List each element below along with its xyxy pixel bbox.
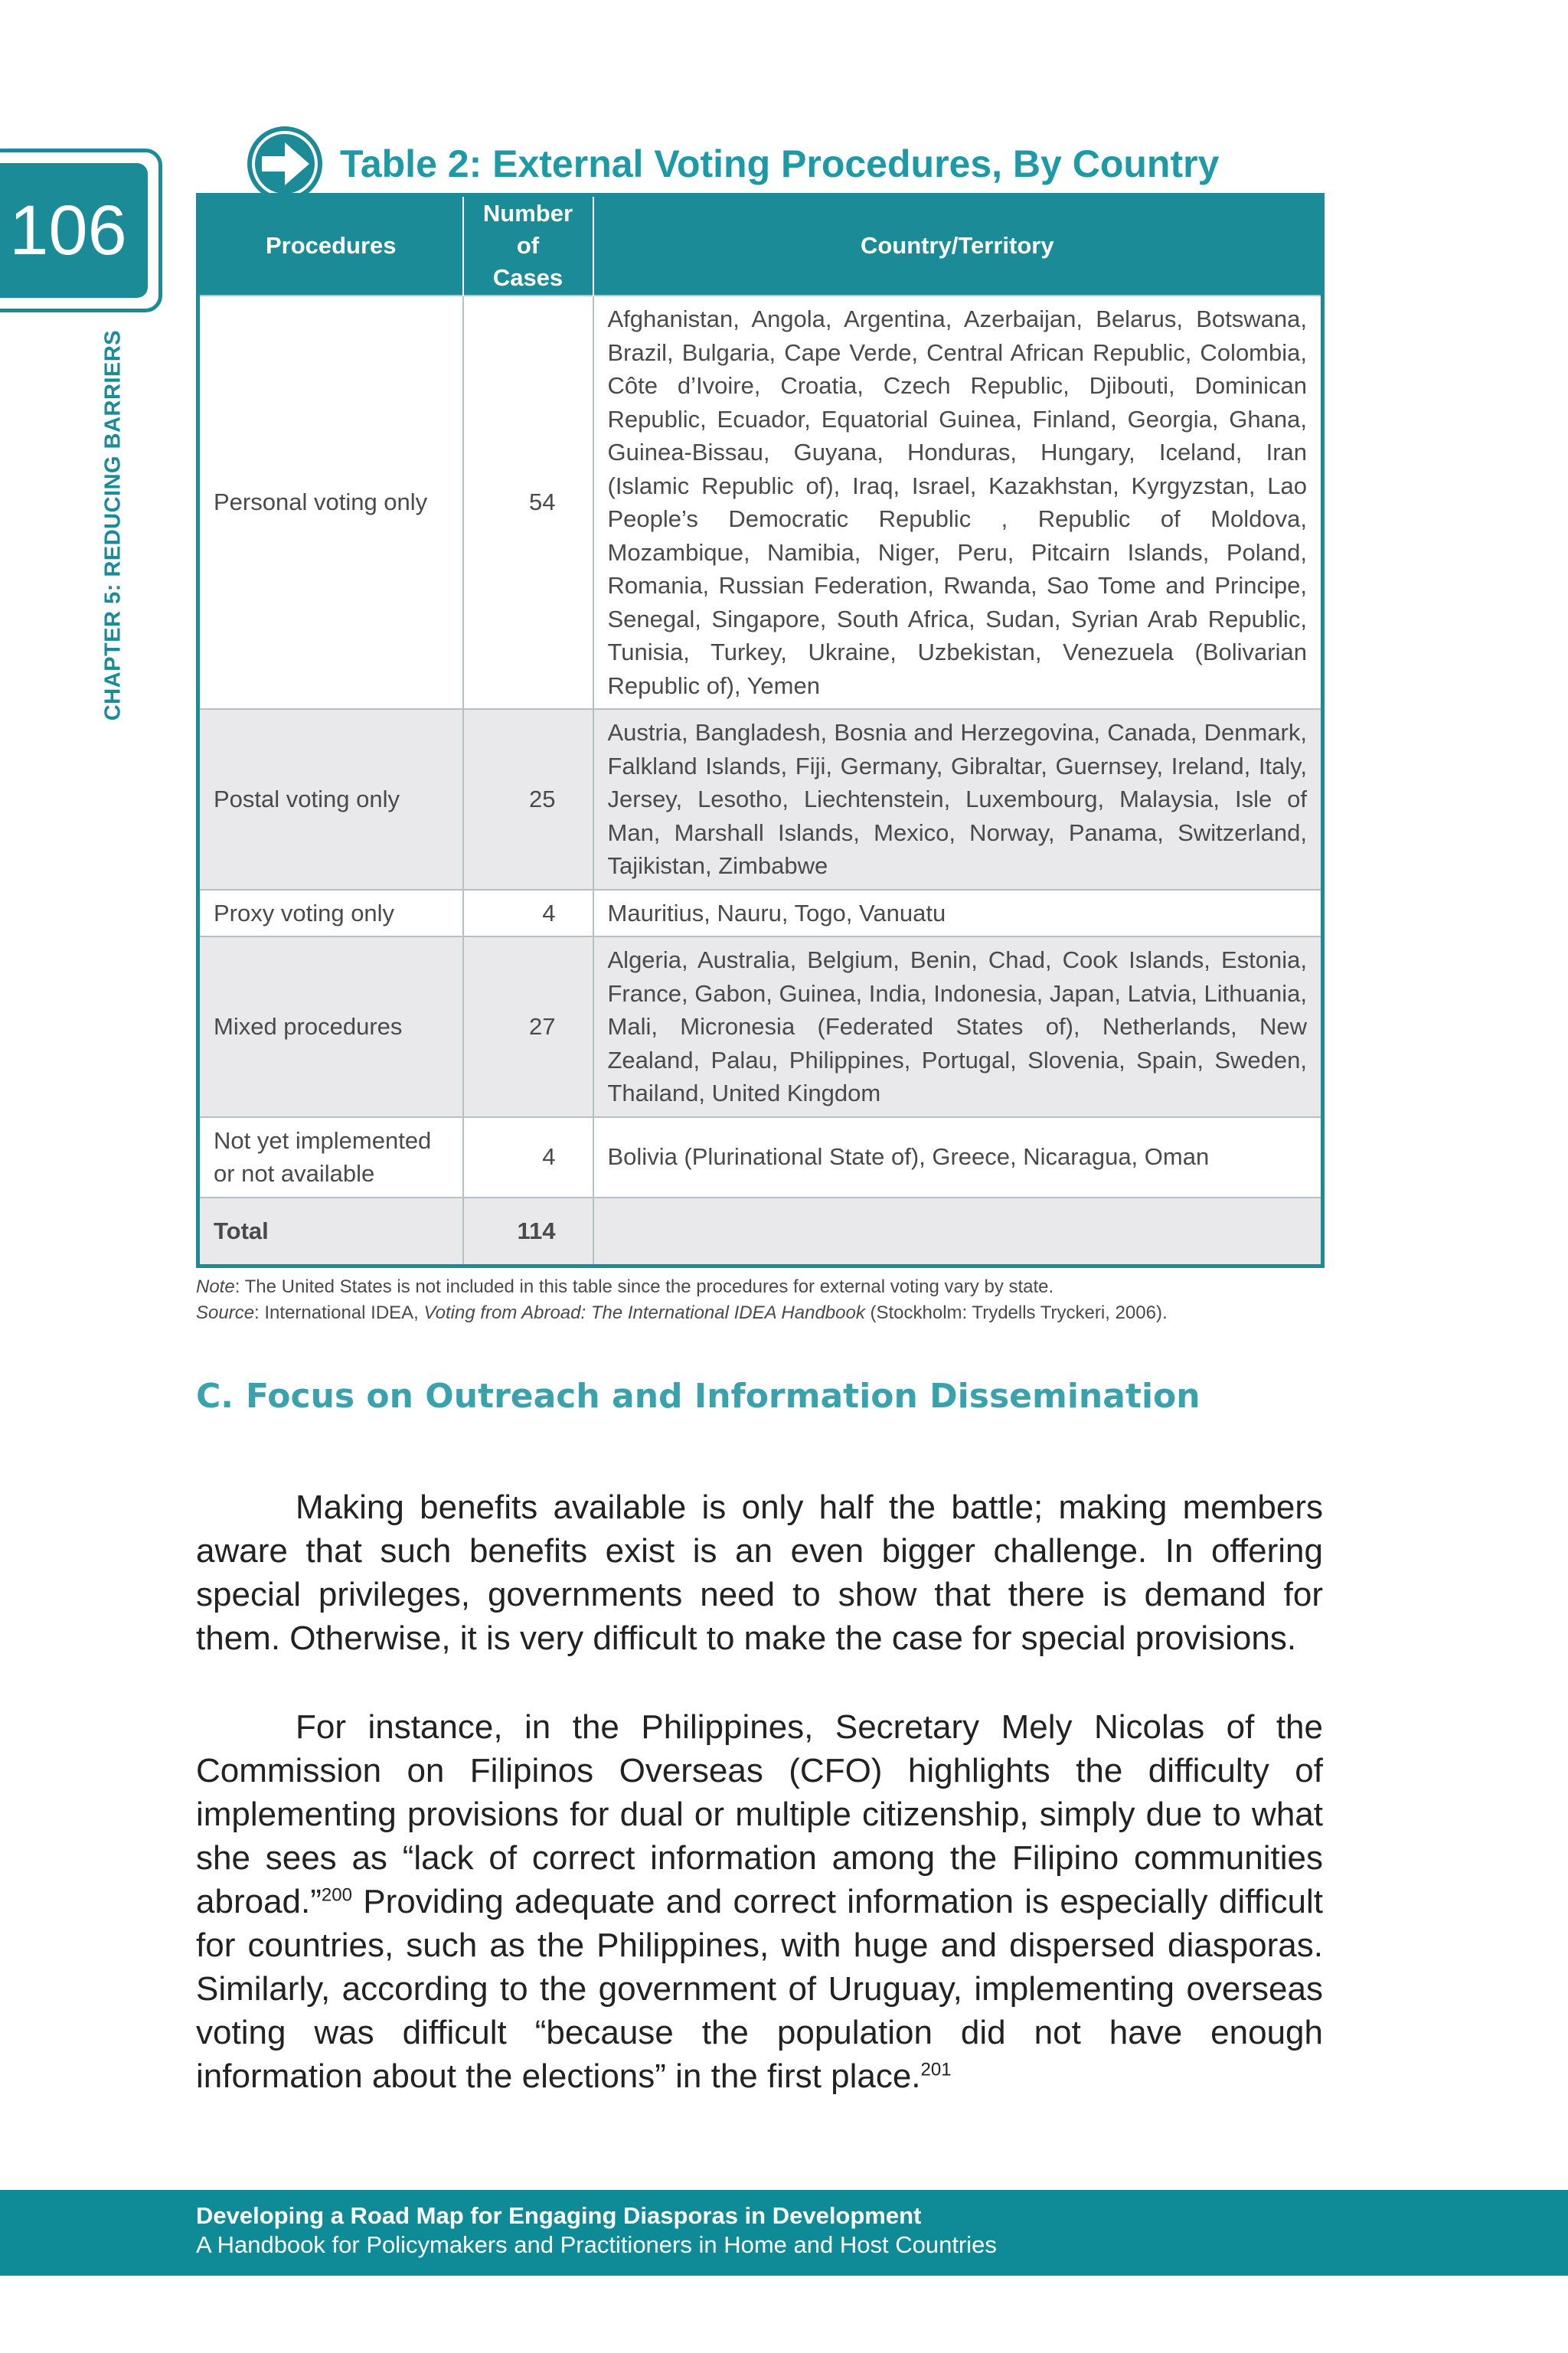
table-row (198, 936, 1323, 1117)
table-title: Table 2: External Voting Procedures, By Country (340, 142, 1220, 185)
cases-cell: 27 (463, 936, 593, 1117)
page-number-tab (0, 149, 162, 312)
source-label: Source (196, 1302, 255, 1323)
source-post: (Stockholm: Trydells Tryckeri, 2006). (864, 1302, 1168, 1323)
source-title: Voting from Abroad: The International IDEA Handbook (423, 1302, 865, 1323)
table-row (198, 296, 1323, 709)
chapter-label-text: CHAPTER 5: REDUCING BARRIERS (100, 329, 126, 721)
page-footer (0, 2190, 1568, 2276)
table-header-row (198, 195, 1323, 296)
cases-cell: 25 (463, 709, 593, 890)
header-country: Country/Territory (593, 195, 1323, 296)
procedure-cell: Personal voting only (198, 296, 463, 709)
table-row (198, 709, 1323, 890)
table-note (196, 1274, 1344, 1300)
header-cases (463, 195, 593, 296)
note-label: Note (196, 1276, 235, 1297)
countries-cell: Afghanistan, Angola, Argentina, Azerbaijan, Belarus, Botswana, Brazil, Bulgaria, Cape Verde, Central African Republic, Colombia, Côte d’Ivoire, Croatia, Czech Republic, Djibouti, Dominican Republic, Ecuador, Equatorial Guinea, Finland, Georgia, Ghana, Guinea-Bissau, Guyana, Honduras, Hungary, Iceland, Iran (Islamic Republic of), Iraq, Israel, Kazakhstan, Kyrgyzstan, Lao People’s Democratic Republic , Republic of Moldova, Mozambique, Namibia, Niger, Peru, Pitcairn Islands, Poland, Romania, Russian Federation, Rwanda, Sao Tome and Principe, Senegal, Singapore, South Africa, Sudan, Syrian Arab Republic, Tunisia, Turkey, Ukraine, Uzbekistan, Venezuela (Bolivarian Republic of), Yemen (593, 296, 1323, 709)
procedure-cell: Mixed procedures (198, 936, 463, 1117)
table-notes (196, 1274, 1344, 1326)
countries-cell: Bolivia (Plurinational State of), Greece, Nicaragua, Oman (593, 1117, 1323, 1198)
table-row (198, 1117, 1323, 1198)
page-number: 106 (0, 163, 148, 298)
countries-cell: Austria, Bangladesh, Bosnia and Herzegovina, Canada, Denmark, Falkland Islands, Fiji, Germany, Gibraltar, Guernsey, Ireland, Italy, Jersey, Lesotho, Liechtenstein, Luxembourg, Malaysia, Isle of Man, Marshall Islands, Mexico, Norway, Panama, Switzerland, Tajikistan, Zimbabwe (593, 709, 1323, 890)
footnote-ref-200: 200 (321, 1884, 352, 1906)
total-cases: 114 (463, 1198, 593, 1266)
note-text: : The United States is not included in this table since the procedures for external voting vary by state. (234, 1276, 1054, 1297)
table-total-row (198, 1198, 1323, 1266)
footnote-ref-201: 201 (920, 2059, 952, 2080)
table-title-row (243, 124, 1219, 204)
cases-cell: 4 (463, 1117, 593, 1198)
section-heading (196, 1377, 1200, 1416)
procedure-cell: Not yet implemented or not available (198, 1117, 463, 1198)
section-title: Focus on Outreach and Information Dissemination (246, 1377, 1200, 1416)
total-label: Total (198, 1198, 463, 1266)
voting-procedures-table (196, 193, 1325, 1268)
table-row (198, 890, 1323, 937)
arrow-right-icon (243, 124, 326, 204)
footer-title: Developing a Road Map for Engaging Diasporas in Development (196, 2202, 922, 2229)
procedure-cell: Postal voting only (198, 709, 463, 890)
header-cases-text: Number of Cases (482, 200, 573, 291)
paragraph-2 (196, 1705, 1323, 2098)
cases-cell: 4 (463, 890, 593, 937)
section-letter: C. (196, 1377, 234, 1416)
paragraph-1: Making benefits available is only half the battle; making members aware that such benefits exist is an even bigger challenge. In offering special privileges, governments need to show that there is demand for them. Otherwise, it is very difficult to make the case for special provisions. (196, 1489, 1323, 1657)
cases-cell: 54 (463, 296, 593, 709)
footer-subtitle: A Handbook for Policymakers and Practitioners in Home and Host Countries (196, 2231, 997, 2258)
procedure-cell: Proxy voting only (198, 890, 463, 937)
chapter-label (98, 329, 129, 721)
countries-cell: Algeria, Australia, Belgium, Benin, Chad, Cook Islands, Estonia, France, Gabon, Guinea, India, Indonesia, Japan, Latvia, Lithuania, Mali, Micronesia (Federated States of), Netherlands, New Zealand, Palau, Philippines, Portugal, Slovenia, Spain, Sweden, Thailand, United Kingdom (593, 936, 1323, 1117)
paragraph-2-part-b: Providing adequate and correct information is especially difficult for countries, such as the Philippines, with huge and dispersed diasporas. Similarly, according to the government of Uruguay, implementing overseas voting was difficult “because the population did not have enough information about the elections” in the first place. (196, 1883, 1323, 2095)
total-countries (593, 1198, 1323, 1266)
paragraph-2-part-a: For instance, in the Philippines, Secretary Mely Nicolas of the Commission on Filipinos Overseas (CFO) highlights the difficulty of implementing provisions for dual or multiple citizenship, simply due to what she sees as “lack of correct information among the Filipino communities abroad.” (196, 1708, 1323, 1920)
header-procedures: Procedures (198, 195, 463, 296)
table-source (196, 1300, 1344, 1326)
countries-cell: Mauritius, Nauru, Togo, Vanuatu (593, 890, 1323, 937)
source-pre: : International IDEA, (254, 1302, 424, 1323)
